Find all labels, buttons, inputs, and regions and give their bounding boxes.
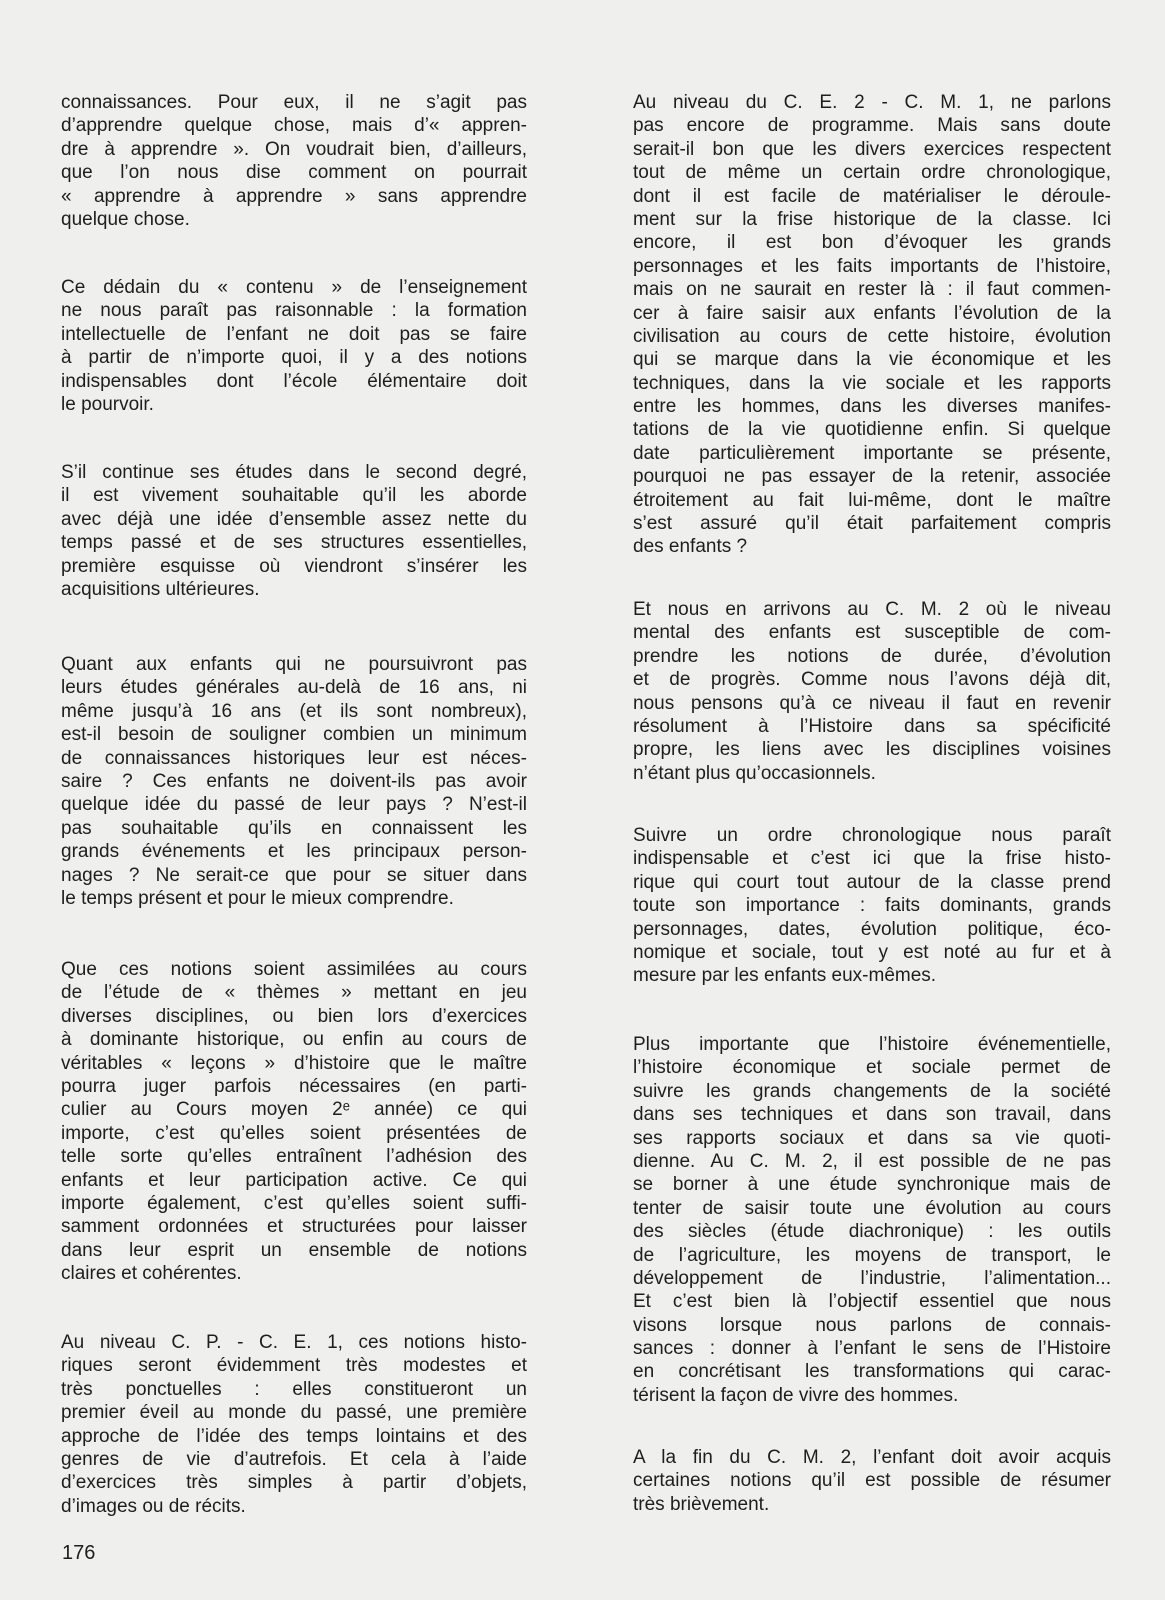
- text-line: grands événements et les principaux person-: [61, 841, 527, 863]
- text-line: ses rapports sociaux et dans sa vie quoti-: [633, 1127, 1111, 1149]
- text-line: résolument à l’Histoire dans sa spécificité: [633, 715, 1111, 737]
- text-line: pourra juger parfois nécessaires (en parti-: [61, 1075, 527, 1097]
- text-line: des siècles (étude diachronique) : les outils: [633, 1221, 1111, 1243]
- text-line: qui se marque dans la vie économique et les: [633, 349, 1111, 371]
- text-line: culier au Cours moyen 2ᵉ année) ce qui: [61, 1099, 527, 1121]
- paragraph: [633, 598, 1111, 785]
- text-line: genres de vie d’autrefois. Et cela à l’aide: [61, 1448, 527, 1470]
- text-line: importe, c’est qu’elles soient présentées de: [61, 1122, 527, 1144]
- text-line: date particulièrement importante se présente,: [633, 442, 1111, 464]
- text-line: claires et cohérentes.: [61, 1263, 242, 1285]
- text-line: dre à apprendre ». On voudrait bien, d’ailleurs,: [61, 138, 527, 160]
- text-line: quelque chose.: [61, 208, 190, 230]
- text-line: saire ? Ces enfants ne doivent-ils pas avoir: [61, 770, 527, 792]
- text-line: que l’on nous dise comment on pourrait: [61, 162, 527, 184]
- text-line: S’il continue ses études dans le second degré,: [61, 462, 527, 483]
- paragraph: [633, 824, 1111, 988]
- text-line: leurs études générales au-delà de 16 ans, ni: [61, 677, 527, 699]
- text-line: d’images ou de récits.: [61, 1495, 246, 1517]
- text-line: approche de l’idée des temps lointains et des: [61, 1425, 527, 1447]
- text-line: dienne. Au C. M. 2, il est possible de ne pas: [633, 1150, 1111, 1172]
- text-line: suivre les grands changements de la société: [633, 1080, 1111, 1102]
- page-number: 176: [62, 1542, 96, 1564]
- text-line: importe également, c’est qu’elles soient suffi-: [61, 1192, 527, 1214]
- text-line: très brièvement.: [633, 1493, 770, 1515]
- text-line: térisent la façon de vivre des hommes.: [633, 1384, 959, 1406]
- text-line: propre, les liens avec les disciplines voisines: [633, 739, 1111, 761]
- text-line: Et c’est bien là l’objectif essentiel que nous: [633, 1291, 1111, 1313]
- text-line: il est vivement souhaitable qu’il les aborde: [61, 485, 527, 507]
- text-line: premier éveil au monde du passé, une première: [61, 1402, 527, 1424]
- text-line: encore, il est bon d’évoquer les grands: [633, 232, 1111, 254]
- text-line: diverses disciplines, ou bien lors d’exercices: [61, 1005, 527, 1027]
- text-line: mais on ne saurait en rester là : il faut commen-: [633, 279, 1111, 301]
- text-line: Plus importante que l’histoire événementielle,: [633, 1034, 1111, 1055]
- text-line: Au niveau du C. E. 2 - C. M. 1, ne parlons: [633, 92, 1111, 113]
- text-line: à partir de n’importe quoi, il y a des notions: [61, 347, 527, 369]
- text-line: indispensables dont l’école élémentaire doit: [61, 370, 527, 392]
- text-line: le temps présent et pour le mieux comprendre.: [61, 887, 454, 909]
- text-line: riques seront évidemment très modestes et: [61, 1355, 527, 1377]
- text-line: quelque idée du passé de leur pays ? N’est-il: [61, 794, 527, 816]
- text-line: Suivre un ordre chronologique nous paraît: [633, 825, 1111, 846]
- text-line: en concrétisant les transformations qui carac-: [633, 1361, 1111, 1383]
- text-line: Au niveau C. P. - C. E. 1, ces notions histo-: [61, 1332, 527, 1353]
- text-line: samment ordonnées et structurées pour laisser: [61, 1216, 527, 1238]
- text-line: Et nous en arrivons au C. M. 2 où le niveau: [633, 599, 1111, 620]
- text-line: Que ces notions soient assimilées au cours: [61, 959, 527, 980]
- text-line: développement de l’industrie, l’alimentation...: [633, 1267, 1111, 1289]
- text-line: très ponctuelles : elles constitueront un: [61, 1378, 527, 1400]
- text-line: ne nous paraît pas raisonnable : la formation: [61, 300, 527, 322]
- text-line: première esquisse où viendront s’insérer les: [61, 555, 527, 577]
- text-line: avec déjà une idée d’ensemble assez nette du: [61, 508, 527, 530]
- text-line: serait-il bon que les divers exercices respectent: [633, 138, 1111, 160]
- paragraph: [61, 276, 527, 416]
- text-line: rique qui court tout autour de la classe prend: [633, 871, 1111, 893]
- text-line: dans leur esprit un ensemble de notions: [61, 1239, 527, 1261]
- text-line: indispensable et c’est ici que la frise histo-: [633, 848, 1111, 870]
- text-line: techniques, dans la vie sociale et les rapports: [633, 372, 1111, 394]
- text-line: mesure par les enfants eux-mêmes.: [633, 965, 937, 987]
- text-line: toute son importance : faits dominants, grands: [633, 895, 1111, 917]
- text-line: se borner à une étude synchronique mais de: [633, 1174, 1111, 1196]
- text-line: cer à faire saisir aux enfants l’évolution de la: [633, 302, 1111, 324]
- text-line: personnages, dates, évolution politique, éco-: [633, 918, 1111, 940]
- text-line: telle sorte qu’elles entraînent l’adhésion des: [61, 1146, 527, 1168]
- text-line: civilisation au cours de cette histoire, évolution: [633, 325, 1111, 347]
- paragraph: [61, 1331, 527, 1518]
- text-line: véritables « leçons » d’histoire que le maître: [61, 1052, 527, 1074]
- paragraph: [61, 653, 527, 910]
- text-line: de connaissances historiques leur est néces-: [61, 747, 527, 769]
- text-line: ment sur la frise historique de la classe. Ici: [633, 208, 1111, 230]
- text-line: des enfants ?: [633, 536, 748, 558]
- text-line: personnages et les faits importants de l’histoire,: [633, 255, 1111, 277]
- paragraph: [633, 91, 1111, 559]
- text-line: nomique et sociale, tout y est noté au fur et à: [633, 941, 1111, 963]
- text-line: tenter de saisir toute une évolution au cours: [633, 1197, 1111, 1219]
- text-line: même jusqu’à 16 ans (et ils sont nombreux),: [61, 700, 527, 722]
- text-line: dont il est facile de matérialiser le déroule-: [633, 185, 1111, 207]
- text-line: pas souhaitable qu’ils en connaissent les: [61, 817, 527, 839]
- text-line: nous pensons qu’à ce niveau il faut en revenir: [633, 692, 1111, 714]
- text-line: connaissances. Pour eux, il ne s’agit pas: [61, 92, 527, 113]
- text-line: enfants et leur participation active. Ce qui: [61, 1169, 527, 1191]
- text-line: s’est assuré qu’il était parfaitement compris: [633, 513, 1111, 535]
- paragraph: [61, 461, 527, 601]
- text-line: de l’agriculture, les moyens de transport, le: [633, 1244, 1111, 1266]
- text-line: entre les hommes, dans les diverses manifes-: [633, 396, 1111, 418]
- text-line: sances : donner à l’enfant le sens de l’Histoire: [633, 1338, 1111, 1360]
- text-line: tations de la vie quotidienne enfin. Si quelque: [633, 419, 1111, 441]
- paragraph: [61, 91, 527, 231]
- text-line: et de progrès. Comme nous l’avons déjà dit,: [633, 669, 1111, 691]
- text-line: temps passé et de ses structures essentielles,: [61, 532, 527, 554]
- paragraph: [633, 1033, 1111, 1407]
- text-line: l’histoire économique et sociale permet de: [633, 1057, 1111, 1079]
- text-line: pourquoi ne pas essayer de la retenir, associée: [633, 466, 1111, 488]
- text-line: Quant aux enfants qui ne poursuivront pas: [61, 654, 527, 675]
- text-line: certaines notions qu’il est possible de résumer: [633, 1470, 1111, 1492]
- text-line: le pourvoir.: [61, 393, 154, 415]
- text-line: nages ? Ne serait-ce que pour se situer dans: [61, 864, 527, 886]
- paragraph: [61, 958, 527, 1285]
- text-line: acquisitions ultérieures.: [61, 578, 260, 600]
- text-line: est-il besoin de souligner combien un minimum: [61, 724, 527, 746]
- text-line: d’apprendre quelque chose, mais d’« appren-: [61, 115, 527, 137]
- text-line: dans ses techniques et dans son travail, dans: [633, 1104, 1111, 1126]
- text-line: mental des enfants est susceptible de com-: [633, 622, 1111, 644]
- paragraph: [633, 1446, 1111, 1516]
- text-line: visons lorsque nous parlons de connais-: [633, 1314, 1111, 1336]
- text-line: n’étant plus qu’occasionnels.: [633, 762, 876, 784]
- text-line: A la fin du C. M. 2, l’enfant doit avoir acquis: [633, 1447, 1111, 1468]
- text-line: de l’étude de « thèmes » mettant en jeu: [61, 982, 527, 1004]
- text-line: « apprendre à apprendre » sans apprendre: [61, 185, 527, 207]
- text-line: étroitement au fait lui-même, dont le maître: [633, 489, 1111, 511]
- text-line: tout de même un certain ordre chronologique,: [633, 162, 1111, 184]
- text-line: d’exercices très simples à partir d’objets,: [61, 1472, 527, 1494]
- text-line: intellectuelle de l’enfant ne doit pas se faire: [61, 323, 527, 345]
- text-line: à dominante historique, ou enfin au cours de: [61, 1029, 527, 1051]
- text-line: Ce dédain du « contenu » de l’enseignement: [61, 277, 527, 298]
- text-line: pas encore de programme. Mais sans doute: [633, 115, 1111, 137]
- text-line: prendre les notions de durée, d’évolution: [633, 645, 1111, 667]
